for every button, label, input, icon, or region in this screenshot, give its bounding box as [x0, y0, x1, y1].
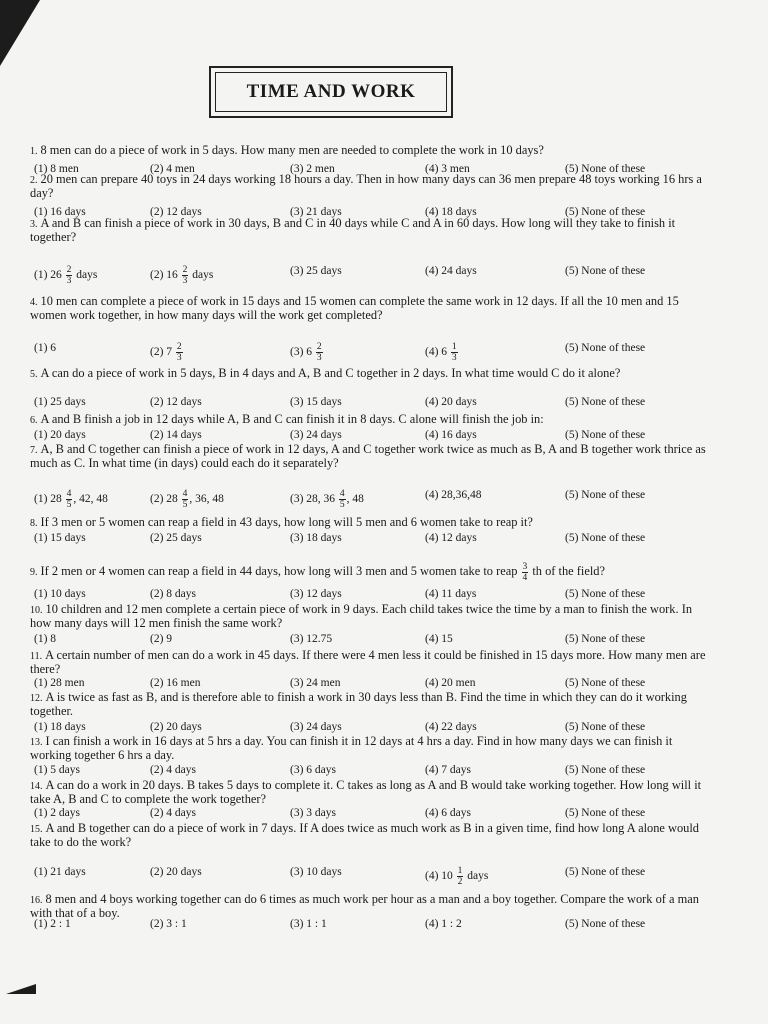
- answer-option-1: (1) 5 days: [34, 764, 80, 776]
- question-text: 8 men can do a piece of work in 5 days. How many men are needed to complete the work in 10 days?: [40, 143, 544, 157]
- page-corner-shadow: [0, 0, 40, 66]
- answer-option-1: (1) 8 men: [34, 163, 79, 175]
- answer-option-1: (1) 26 $\frac{2}{3}$ days: [34, 265, 98, 286]
- question-text: A can do a piece of work in 5 days, B in 4 days and A, B and C together in 2 days. In what time would C do it alone?: [40, 366, 621, 380]
- answer-option-2: (2) 20 days: [150, 721, 202, 733]
- question-stem: [30, 822, 710, 849]
- question-text: I can finish a work in 16 days at 5 hrs a day. You can finish it in 12 days at 4 hrs a day. Find in how many days we can finish it working together 6 hrs a day.: [30, 734, 673, 762]
- question-stem: [30, 893, 710, 920]
- answer-option-4: (4) 6 days: [425, 807, 471, 819]
- answer-option-3: (3) 24 men: [290, 677, 341, 689]
- answer-option-5: (5) None of these: [565, 532, 646, 544]
- answer-option-5: (5) None of these: [565, 396, 646, 408]
- question-number: 11.: [30, 651, 43, 662]
- answer-option-1: (1) 10 days: [34, 588, 86, 600]
- answer-option-1: (1) 8: [34, 633, 57, 645]
- question-number: 7.: [30, 445, 38, 456]
- question-stem: [30, 217, 710, 244]
- answer-option-1: (1) 20 days: [34, 429, 86, 441]
- answer-option-1: (1) 25 days: [34, 396, 86, 408]
- answer-option-5: (5) None of these: [565, 764, 646, 776]
- question-stem: [30, 735, 710, 762]
- question-number: 15.: [30, 824, 43, 835]
- answer-option-3: (3) 12 days: [290, 588, 342, 600]
- answer-option-3: (3) 6 days: [290, 764, 336, 776]
- question-text: A is twice as fast as B, and is therefore able to finish a work in 30 days less than B. Find the time in which they can do it working together.: [30, 690, 687, 718]
- answer-option-1: (1) 6: [34, 342, 57, 354]
- answer-option-2: (2) 4 days: [150, 807, 196, 819]
- answer-option-4: (4) 24 days: [425, 265, 477, 277]
- answer-option-4: (4) 1 : 2: [425, 918, 462, 930]
- answer-option-4: (4) 3 men: [425, 163, 470, 175]
- answer-option-2: (2) 7 $\frac{2}{3}$: [150, 342, 182, 363]
- answer-option-3: (3) 18 days: [290, 532, 342, 544]
- answer-option-5: (5) None of these: [565, 588, 646, 600]
- question-stem: [30, 516, 710, 530]
- answer-option-3: (3) 12.75: [290, 633, 333, 645]
- answer-option-1: (1) 2 days: [34, 807, 80, 819]
- question-number: 6.: [30, 415, 38, 426]
- answer-option-2: (2) 4 men: [150, 163, 195, 175]
- answer-option-5: (5) None of these: [565, 206, 646, 218]
- answer-option-5: (5) None of these: [565, 721, 646, 733]
- question-stem: [30, 173, 710, 200]
- question-text: If 2 men or 4 women can reap a field in 44 days, how long will 3 men and 5 women take to reap $\frac{3}{4}$ th of the field?: [40, 562, 605, 583]
- answer-option-2: (2) 9: [150, 633, 173, 645]
- question-number: 9.: [30, 567, 38, 579]
- answer-option-5: (5) None of these: [565, 265, 646, 277]
- answer-option-4: (4) 11 days: [425, 588, 477, 600]
- answer-option-3: (3) 21 days: [290, 206, 342, 218]
- answer-option-4: (4) 15: [425, 633, 453, 645]
- question-text: A can do a work in 20 days. B takes 5 days to complete it. C takes as long as A and B would take working together. How long will it take A, B and C to complete the work together?: [30, 778, 702, 806]
- question-stem: [30, 144, 710, 158]
- answer-option-4: (4) 20 men: [425, 677, 476, 689]
- answer-option-2: (2) 28 $\frac{4}{5}$ , 36, 48: [150, 489, 224, 510]
- question-text: A, B and C together can finish a piece of work in 12 days, A and C together work twice as much as B, A and B together work thrice as much as C. In what time (in days) could each do it separately?: [30, 442, 706, 470]
- question-number: 13.: [30, 737, 43, 748]
- question-number: 12.: [30, 693, 43, 704]
- answer-option-3: (3) 28, 36 $\frac{4}{5}$ , 48: [290, 489, 364, 510]
- answer-option-4: (4) 28,36,48: [425, 489, 482, 501]
- answer-option-1: (1) 16 days: [34, 206, 86, 218]
- answer-option-2: (2) 3 : 1: [150, 918, 187, 930]
- question-stem: [30, 691, 710, 718]
- answer-option-3: (3) 10 days: [290, 866, 342, 878]
- answer-option-3: (3) 6 $\frac{2}{3}$: [290, 342, 322, 363]
- question-text: A and B can finish a piece of work in 30 days, B and C in 40 days while C and A in 60 days. How long will they take to finish it together?: [30, 216, 676, 244]
- answer-option-3: (3) 25 days: [290, 265, 342, 277]
- answer-option-1: (1) 28 men: [34, 677, 85, 689]
- answer-option-5: (5) None of these: [565, 342, 646, 354]
- answer-option-4: (4) 6 $\frac{1}{3}$: [425, 342, 457, 363]
- answer-option-2: (2) 4 days: [150, 764, 196, 776]
- question-stem: [30, 649, 710, 676]
- answer-option-2: (2) 8 days: [150, 588, 196, 600]
- answer-option-4: (4) 18 days: [425, 206, 477, 218]
- answer-option-3: (3) 24 days: [290, 721, 342, 733]
- answer-option-1: (1) 28 $\frac{4}{5}$ , 42, 48: [34, 489, 108, 510]
- question-stem: [30, 603, 710, 630]
- question-stem: [30, 443, 710, 470]
- question-number: 14.: [30, 781, 43, 792]
- answer-option-4: (4) 16 days: [425, 429, 477, 441]
- answer-option-5: (5) None of these: [565, 866, 646, 878]
- answer-option-5: (5) None of these: [565, 918, 646, 930]
- answer-option-1: (1) 2 : 1: [34, 918, 71, 930]
- question-number: 1.: [30, 146, 38, 157]
- answer-option-3: (3) 2 men: [290, 163, 335, 175]
- answer-option-2: (2) 16 $\frac{2}{3}$ days: [150, 265, 214, 286]
- answer-option-2: (2) 12 days: [150, 396, 202, 408]
- question-text: 10 children and 12 men complete a certain piece of work in 9 days. Each child takes twice the time by a man to finish the work. In how many days will 12 men finish the same work?: [30, 602, 693, 630]
- question-number: 3.: [30, 219, 38, 230]
- question-text: A and B finish a job in 12 days while A, B and C can finish it in 8 days. C alone will finish the job in:: [40, 412, 544, 426]
- question-text: 10 men can complete a piece of work in 15 days and 15 women can complete the same work in 12 days. If all the 10 men and 15 women work together, in how many days will the work get completed?: [30, 294, 679, 322]
- question-text: A certain number of men can do a work in 45 days. If there were 4 men less it could be finished in 15 days more. How many men are there?: [30, 648, 706, 676]
- answer-option-5: (5) None of these: [565, 429, 646, 441]
- question-text: A and B together can do a piece of work in 7 days. If A does twice as much work as B in a given time, find how long A alone would take to do the work?: [30, 821, 699, 849]
- answer-option-3: (3) 15 days: [290, 396, 342, 408]
- answer-option-3: (3) 3 days: [290, 807, 336, 819]
- question-number: 8.: [30, 518, 38, 529]
- answer-option-4: (4) 7 days: [425, 764, 471, 776]
- answer-option-4: (4) 22 days: [425, 721, 477, 733]
- question-number: 2.: [30, 175, 38, 186]
- answer-option-2: (2) 20 days: [150, 866, 202, 878]
- answer-option-3: (3) 24 days: [290, 429, 342, 441]
- answer-option-2: (2) 14 days: [150, 429, 202, 441]
- page-title: TIME AND WORK: [246, 81, 416, 102]
- answer-option-4: (4) 10 $\frac{1}{2}$ days: [425, 866, 489, 887]
- answer-option-1: (1) 21 days: [34, 866, 86, 878]
- question-text: 8 men and 4 boys working together can do 6 times as much work per hour as a man and a boy together. Compare the work of a man with that of a boy.: [30, 892, 699, 920]
- question-number: 10.: [30, 605, 43, 616]
- answer-option-1: (1) 18 days: [34, 721, 86, 733]
- answer-option-2: (2) 25 days: [150, 532, 202, 544]
- question-stem: [30, 562, 710, 583]
- answer-option-4: (4) 20 days: [425, 396, 477, 408]
- question-number: 16.: [30, 895, 43, 906]
- title-frame: [209, 66, 453, 118]
- question-number: 4.: [30, 297, 38, 308]
- question-stem: [30, 413, 710, 427]
- answer-option-2: (2) 12 days: [150, 206, 202, 218]
- page-corner-shadow-bottom: [6, 984, 36, 994]
- answer-option-5: (5) None of these: [565, 633, 646, 645]
- answer-option-3: (3) 1 : 1: [290, 918, 327, 930]
- answer-option-4: (4) 12 days: [425, 532, 477, 544]
- question-stem: [30, 295, 710, 322]
- answer-option-2: (2) 16 men: [150, 677, 201, 689]
- answer-option-5: (5) None of these: [565, 807, 646, 819]
- question-stem: [30, 779, 710, 806]
- question-stem: [30, 367, 710, 381]
- question-text: 20 men can prepare 40 toys in 24 days working 18 hours a day. Then in how many days can 36 men prepare 48 toys working 16 hrs a day?: [30, 172, 702, 200]
- question-text: If 3 men or 5 women can reap a field in 43 days, how long will 5 men and 6 women take to reap it?: [40, 515, 533, 529]
- answer-option-1: (1) 15 days: [34, 532, 86, 544]
- answer-option-5: (5) None of these: [565, 163, 646, 175]
- answer-option-5: (5) None of these: [565, 489, 646, 501]
- question-number: 5.: [30, 369, 38, 380]
- answer-option-5: (5) None of these: [565, 677, 646, 689]
